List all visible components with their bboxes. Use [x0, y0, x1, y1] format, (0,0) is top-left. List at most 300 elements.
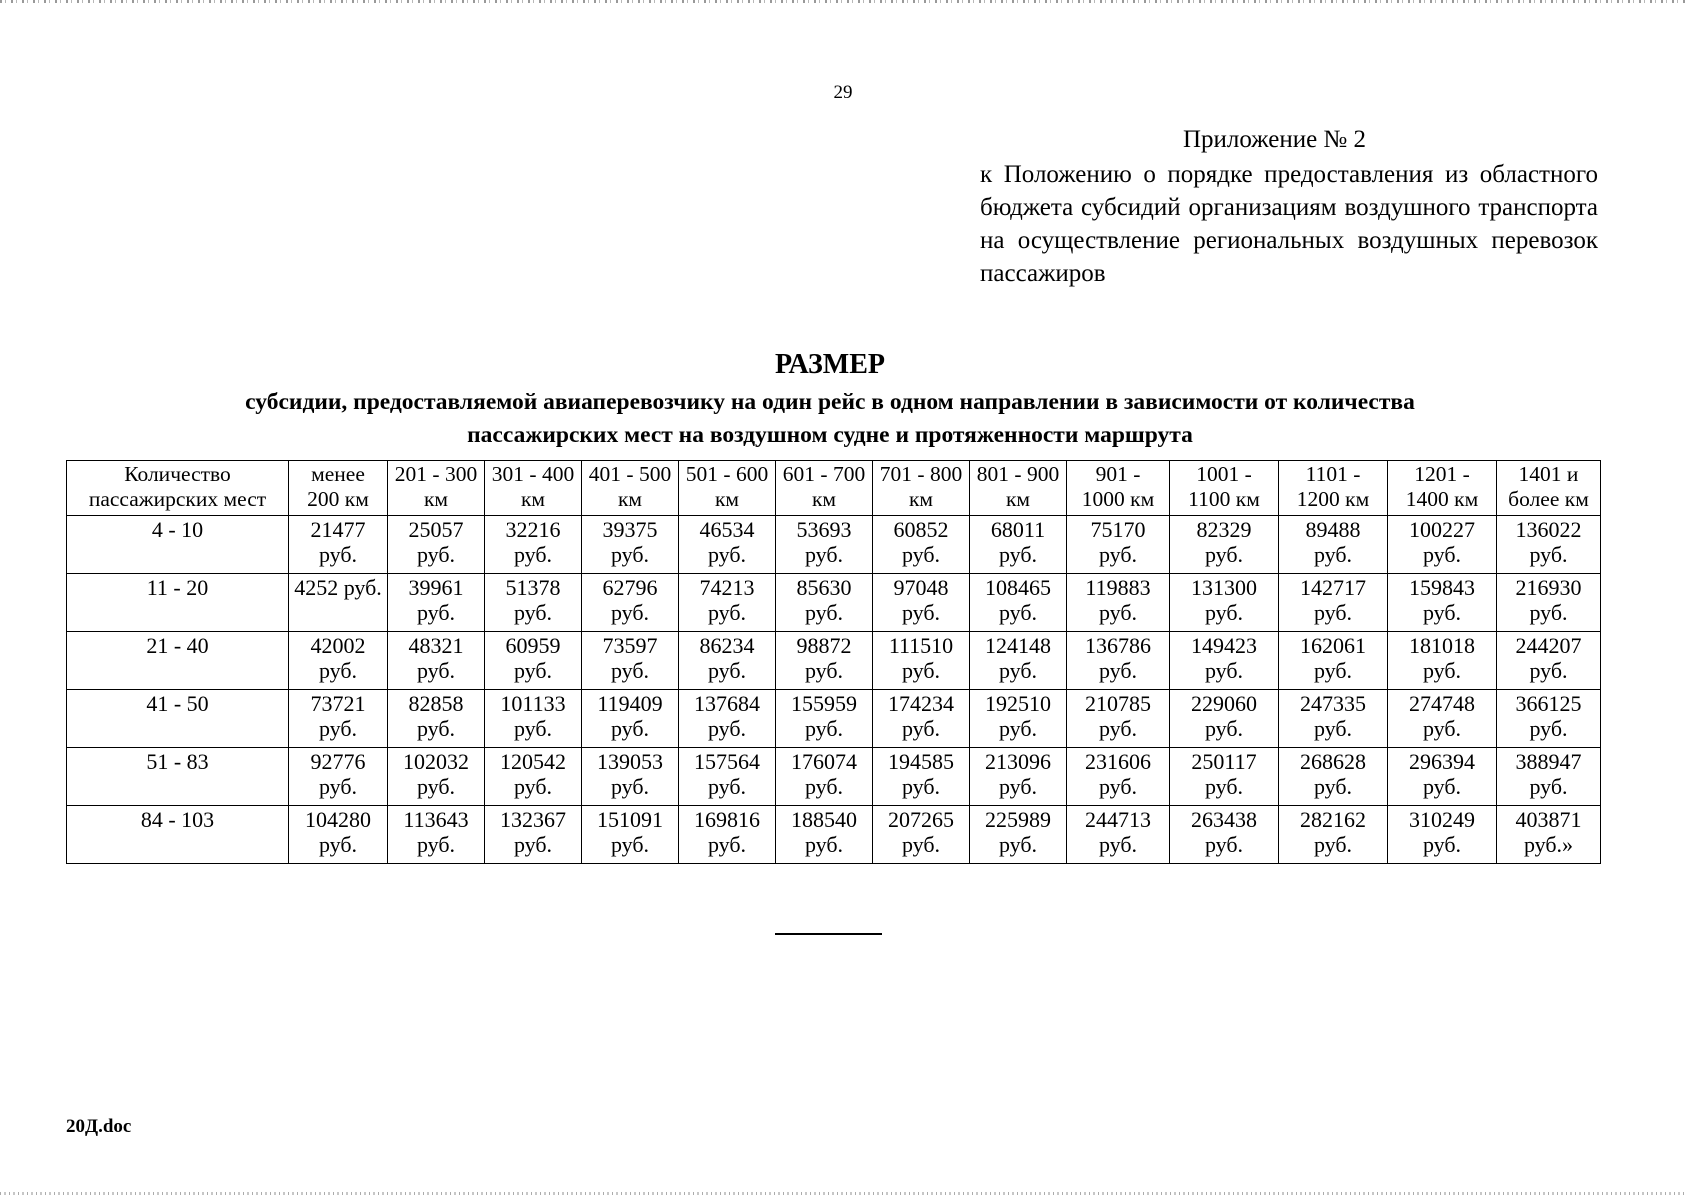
header-text: 801 - 900	[976, 462, 1060, 486]
seats-range-text: 84 - 103	[140, 807, 215, 832]
subsidy-value-cell	[1279, 690, 1388, 748]
column-header-distance	[679, 461, 776, 516]
subsidy-amount: 162061	[1300, 633, 1366, 658]
currency-label: руб.	[901, 774, 941, 799]
currency-label: руб.	[416, 658, 456, 683]
subsidy-value-cell	[970, 806, 1067, 864]
subsidy-value-cell	[485, 574, 582, 632]
subsidy-value-cell	[1388, 690, 1497, 748]
subsidy-value-cell	[970, 574, 1067, 632]
subsidy-amount: 247335	[1300, 691, 1366, 716]
subsidy-value-cell	[582, 574, 679, 632]
subsidy-value-cell	[776, 806, 873, 864]
subsidy-table	[66, 460, 1601, 864]
subsidy-value-cell	[1497, 574, 1601, 632]
header-text: более км	[1508, 487, 1589, 511]
column-header-distance	[388, 461, 485, 516]
currency-label: руб.	[513, 832, 553, 857]
currency-label: руб.	[1529, 600, 1568, 625]
seats-range-cell	[67, 690, 289, 748]
subsidy-amount: 21477	[310, 517, 366, 542]
column-header-distance	[485, 461, 582, 516]
subsidy-amount: 403871	[1515, 807, 1582, 832]
subsidy-value-cell	[1279, 516, 1388, 574]
subsidy-amount: 213096	[985, 749, 1051, 774]
currency-label: руб.	[318, 716, 358, 741]
subsidy-value-cell	[776, 574, 873, 632]
subsidy-value-cell	[776, 632, 873, 690]
currency-label: руб.	[1098, 542, 1138, 567]
table-row	[67, 632, 1601, 690]
table-row	[67, 574, 1601, 632]
subsidy-amount: 104280	[305, 807, 371, 832]
currency-label: руб.	[513, 542, 553, 567]
currency-label: руб.	[610, 600, 650, 625]
currency-label: руб.	[513, 774, 553, 799]
subsidy-amount: 4252 руб.	[294, 575, 382, 600]
subsidy-amount: 120542	[500, 749, 566, 774]
subsidy-value-cell	[1170, 690, 1279, 748]
currency-label: руб.	[610, 658, 650, 683]
subsidy-amount: 250117	[1191, 749, 1257, 774]
column-header-distance	[289, 461, 388, 516]
table-row	[67, 690, 1601, 748]
currency-label: руб.	[416, 832, 456, 857]
subsidy-amount: 142717	[1300, 575, 1366, 600]
currency-label: руб.	[1204, 832, 1244, 857]
header-text: 200 км	[307, 487, 369, 511]
document-title: РАЗМЕР	[774, 349, 886, 380]
subsidy-value-cell	[776, 748, 873, 806]
subsidy-amount: 119409	[597, 691, 663, 716]
header-text: км	[908, 487, 934, 511]
subsidy-amount: 124148	[985, 633, 1051, 658]
subsidy-value-cell	[289, 748, 388, 806]
subsidy-amount: 132367	[500, 807, 566, 832]
subsidy-amount: 268628	[1300, 749, 1366, 774]
subsidy-amount: 97048	[893, 575, 949, 600]
table-row	[67, 516, 1601, 574]
currency-label: руб.	[804, 600, 844, 625]
currency-label: руб.	[1422, 658, 1462, 683]
subsidy-value-cell	[485, 632, 582, 690]
currency-label: руб.	[1098, 716, 1138, 741]
table-row	[67, 806, 1601, 864]
currency-label: руб.	[804, 774, 844, 799]
subsidy-amount: 137684	[694, 691, 760, 716]
subsidy-amount: 89488	[1305, 517, 1361, 542]
subsidy-value-cell	[873, 748, 970, 806]
column-header-distance	[1388, 461, 1497, 516]
currency-label: руб.	[610, 716, 650, 741]
currency-label: руб.	[1098, 658, 1138, 683]
currency-label: руб.	[318, 832, 358, 857]
subsidy-value-cell	[289, 690, 388, 748]
header-text: 1400 км	[1405, 487, 1479, 511]
header-text: 201 - 300	[394, 462, 478, 486]
currency-label: руб.	[416, 774, 456, 799]
scan-edge-top	[0, 0, 1686, 3]
subsidy-value-cell	[679, 690, 776, 748]
currency-label: руб.»	[1523, 832, 1574, 857]
document-subtitle	[110, 386, 1550, 452]
header-text: 401 - 500	[588, 462, 672, 486]
currency-label: руб.	[707, 658, 747, 683]
subsidy-amount: 157564	[694, 749, 760, 774]
appendix-text: к Положению о порядке предоставления из областного бюджета субсидий организациям воздушного транспорта на осуществление региональных воздушных перевозок пассажиров	[980, 161, 1598, 287]
subsidy-value-cell	[1279, 632, 1388, 690]
subsidy-amount: 216930	[1515, 575, 1582, 600]
subsidy-value-cell	[289, 574, 388, 632]
currency-label: руб.	[1422, 716, 1462, 741]
currency-label: руб.	[1204, 542, 1244, 567]
currency-label: руб.	[998, 658, 1038, 683]
subsidy-amount: 62796	[602, 575, 658, 600]
subsidy-amount: 32216	[505, 517, 561, 542]
header-text: 1200 км	[1296, 487, 1370, 511]
subsidy-value-cell	[1170, 632, 1279, 690]
subsidy-value-cell	[679, 806, 776, 864]
seats-range-text: 11 - 20	[146, 575, 209, 600]
subsidy-amount: 263438	[1191, 807, 1257, 832]
subsidy-value-cell	[388, 632, 485, 690]
subsidy-value-cell	[485, 516, 582, 574]
subsidy-amount: 176074	[791, 749, 857, 774]
currency-label: руб.	[901, 542, 941, 567]
column-header-distance	[1067, 461, 1170, 516]
subsidy-amount: 194585	[888, 749, 954, 774]
seats-range-cell	[67, 632, 289, 690]
currency-label: руб.	[1098, 774, 1138, 799]
subsidy-amount: 48321	[408, 633, 464, 658]
subsidy-value-cell	[485, 748, 582, 806]
currency-label: руб.	[1313, 774, 1353, 799]
subsidy-value-cell	[1279, 748, 1388, 806]
subsidy-value-cell	[1497, 516, 1601, 574]
subsidy-amount: 42002	[310, 633, 366, 658]
subsidy-value-cell	[679, 574, 776, 632]
subsidy-value-cell	[873, 574, 970, 632]
column-header-distance	[582, 461, 679, 516]
subsidy-value-cell	[582, 748, 679, 806]
currency-label: руб.	[1422, 542, 1462, 567]
header-text: 601 - 700	[782, 462, 866, 486]
currency-label: руб.	[416, 600, 456, 625]
header-text: 1401 и	[1518, 462, 1579, 486]
subsidy-amount: 73597	[602, 633, 658, 658]
currency-label: руб.	[318, 542, 358, 567]
subsidy-value-cell	[873, 632, 970, 690]
subsidy-value-cell	[776, 516, 873, 574]
subsidy-amount: 274748	[1409, 691, 1475, 716]
subsidy-value-cell	[289, 806, 388, 864]
subsidy-amount: 51378	[505, 575, 561, 600]
subsidy-amount: 111510	[888, 633, 954, 658]
currency-label: руб.	[1529, 542, 1568, 567]
currency-label: руб.	[1204, 774, 1244, 799]
currency-label: руб.	[998, 774, 1038, 799]
subsidy-value-cell	[1067, 516, 1170, 574]
subsidy-value-cell	[582, 632, 679, 690]
subsidy-value-cell	[582, 516, 679, 574]
subsidy-amount: 136786	[1085, 633, 1151, 658]
currency-label: руб.	[1313, 600, 1353, 625]
subsidy-amount: 136022	[1515, 517, 1582, 542]
currency-label: руб.	[998, 600, 1038, 625]
currency-label: руб.	[707, 542, 747, 567]
currency-label: руб.	[901, 658, 941, 683]
header-text: км	[423, 487, 449, 511]
seats-range-cell	[67, 516, 289, 574]
currency-label: руб.	[1422, 600, 1462, 625]
subsidy-value-cell	[970, 516, 1067, 574]
currency-label: руб.	[1313, 832, 1353, 857]
subsidy-amount: 102032	[403, 749, 469, 774]
subsidy-amount: 159843	[1409, 575, 1475, 600]
subsidy-value-cell	[1170, 516, 1279, 574]
subsidy-value-cell	[388, 690, 485, 748]
seats-range-cell	[67, 748, 289, 806]
subsidy-amount: 92776	[310, 749, 366, 774]
subsidy-value-cell	[1170, 574, 1279, 632]
currency-label: руб.	[1529, 658, 1568, 683]
currency-label: руб.	[1529, 716, 1568, 741]
column-header-distance	[776, 461, 873, 516]
currency-label: руб.	[998, 542, 1038, 567]
table-header	[67, 461, 1601, 516]
subsidy-value-cell	[1067, 632, 1170, 690]
header-text: Количество	[124, 462, 231, 486]
subsidy-value-cell	[582, 806, 679, 864]
subsidy-value-cell	[970, 690, 1067, 748]
header-text: 1100 км	[1188, 487, 1260, 511]
subsidy-value-cell	[388, 748, 485, 806]
page-number: 29	[833, 82, 853, 103]
table-row	[67, 748, 1601, 806]
seats-range-text: 21 - 40	[146, 633, 209, 658]
subsidy-value-cell	[679, 632, 776, 690]
header-text: 1001 -	[1196, 462, 1252, 486]
header-text: 1101 -	[1305, 462, 1361, 486]
table-body	[67, 516, 1601, 864]
currency-label: руб.	[610, 542, 650, 567]
subsidy-amount: 100227	[1409, 517, 1475, 542]
subsidy-amount: 181018	[1409, 633, 1475, 658]
subsidy-amount: 169816	[694, 807, 760, 832]
appendix-title: Приложение № 2	[1183, 126, 1367, 153]
document-subtitle-line-2: пассажирских мест на воздушном судне и протяженности маршрута	[467, 422, 1193, 448]
subsidy-value-cell	[1388, 516, 1497, 574]
currency-label: руб.	[318, 658, 358, 683]
currency-label: руб.	[318, 774, 358, 799]
subsidy-value-cell	[1388, 748, 1497, 806]
subsidy-value-cell	[679, 516, 776, 574]
currency-label: руб.	[998, 716, 1038, 741]
currency-label: руб.	[901, 600, 941, 625]
subsidy-amount: 244207	[1515, 633, 1582, 658]
subsidy-amount: 25057	[408, 517, 464, 542]
subsidy-value-cell	[388, 806, 485, 864]
subsidy-value-cell	[679, 748, 776, 806]
currency-label: руб.	[513, 600, 553, 625]
subsidy-value-cell	[1388, 632, 1497, 690]
subsidy-amount: 85630	[796, 575, 852, 600]
subsidy-amount: 366125	[1515, 691, 1582, 716]
subsidy-amount: 113643	[403, 807, 469, 832]
header-text: км	[520, 487, 546, 511]
subsidy-amount: 101133	[500, 691, 566, 716]
subsidy-value-cell	[582, 690, 679, 748]
subsidy-amount: 46534	[699, 517, 755, 542]
seats-range-cell	[67, 806, 289, 864]
seats-range-text: 41 - 50	[146, 691, 209, 716]
subsidy-amount: 149423	[1191, 633, 1257, 658]
subsidy-amount: 75170	[1090, 517, 1146, 542]
header-text: 901 -	[1095, 462, 1141, 486]
subsidy-amount: 244713	[1085, 807, 1151, 832]
currency-label: руб.	[1313, 658, 1353, 683]
subsidy-amount: 207265	[888, 807, 954, 832]
subsidy-amount: 388947	[1515, 749, 1582, 774]
currency-label: руб.	[513, 658, 553, 683]
subsidy-value-cell	[1497, 632, 1601, 690]
subsidy-value-cell	[388, 574, 485, 632]
subsidy-amount: 151091	[597, 807, 663, 832]
subsidy-value-cell	[1170, 748, 1279, 806]
subsidy-amount: 73721	[310, 691, 366, 716]
currency-label: руб.	[804, 542, 844, 567]
header-text: менее	[311, 462, 365, 486]
subsidy-value-cell	[1170, 806, 1279, 864]
currency-label: руб.	[610, 774, 650, 799]
column-header-seats	[67, 461, 289, 516]
header-text: км	[617, 487, 643, 511]
subsidy-amount: 68011	[990, 517, 1046, 542]
header-text: 301 - 400	[491, 462, 575, 486]
currency-label: руб.	[707, 600, 747, 625]
subsidy-value-cell	[873, 516, 970, 574]
header-text: 1201 -	[1414, 462, 1470, 486]
subsidy-value-cell	[1388, 574, 1497, 632]
seats-range-cell	[67, 574, 289, 632]
subsidy-value-cell	[1388, 806, 1497, 864]
subsidy-value-cell	[388, 516, 485, 574]
currency-label: руб.	[1313, 716, 1353, 741]
currency-label: руб.	[416, 542, 456, 567]
header-text: км	[811, 487, 837, 511]
header-text: 701 - 800	[879, 462, 963, 486]
currency-label: руб.	[1204, 600, 1244, 625]
footer-divider	[775, 933, 882, 935]
subsidy-amount: 74213	[699, 575, 755, 600]
subsidy-value-cell	[485, 806, 582, 864]
subsidy-amount: 225989	[985, 807, 1051, 832]
currency-label: руб.	[998, 832, 1038, 857]
subsidy-amount: 53693	[796, 517, 852, 542]
subsidy-value-cell	[1497, 806, 1601, 864]
currency-label: руб.	[1422, 832, 1462, 857]
subsidy-value-cell	[289, 632, 388, 690]
subsidy-value-cell	[776, 690, 873, 748]
currency-label: руб.	[1098, 832, 1138, 857]
file-name: 20Д.doc	[66, 1116, 132, 1137]
seats-range-text: 51 - 83	[146, 749, 209, 774]
currency-label: руб.	[901, 832, 941, 857]
subsidy-amount: 192510	[985, 691, 1051, 716]
subsidy-amount: 119883	[1085, 575, 1151, 600]
subsidy-amount: 174234	[888, 691, 954, 716]
subsidy-amount: 60959	[505, 633, 561, 658]
subsidy-amount: 155959	[791, 691, 857, 716]
currency-label: руб.	[1204, 658, 1244, 683]
scan-edge-bottom	[0, 1192, 1686, 1195]
subsidy-value-cell	[1067, 690, 1170, 748]
column-header-distance	[873, 461, 970, 516]
currency-label: руб.	[804, 716, 844, 741]
currency-label: руб.	[416, 716, 456, 741]
currency-label: руб.	[1098, 600, 1138, 625]
subsidy-amount: 139053	[597, 749, 663, 774]
currency-label: руб.	[1204, 716, 1244, 741]
column-header-distance	[970, 461, 1067, 516]
subsidy-amount: 282162	[1300, 807, 1366, 832]
subsidy-amount: 229060	[1191, 691, 1257, 716]
subsidy-value-cell	[1497, 690, 1601, 748]
subsidy-value-cell	[1279, 574, 1388, 632]
header-text: 501 - 600	[685, 462, 769, 486]
currency-label: руб.	[901, 716, 941, 741]
subsidy-amount: 39961	[408, 575, 464, 600]
header-text: км	[714, 487, 740, 511]
currency-label: руб.	[513, 716, 553, 741]
currency-label: руб.	[1422, 774, 1462, 799]
header-text: км	[1005, 487, 1031, 511]
column-header-distance	[1170, 461, 1279, 516]
subsidy-amount: 98872	[796, 633, 852, 658]
subsidy-value-cell	[1497, 748, 1601, 806]
subsidy-amount: 86234	[699, 633, 755, 658]
currency-label: руб.	[804, 658, 844, 683]
subsidy-value-cell	[1067, 806, 1170, 864]
currency-label: руб.	[707, 716, 747, 741]
subsidy-amount: 82329	[1196, 517, 1252, 542]
subsidy-value-cell	[289, 516, 388, 574]
subsidy-amount: 296394	[1409, 749, 1475, 774]
subsidy-amount: 188540	[791, 807, 857, 832]
document-subtitle-line-1: субсидии, предоставляемой авиаперевозчику на один рейс в одном направлении в зависимости от количества	[245, 389, 1415, 415]
subsidy-amount: 131300	[1191, 575, 1257, 600]
currency-label: руб.	[1313, 542, 1353, 567]
currency-label: руб.	[804, 832, 844, 857]
subsidy-value-cell	[970, 748, 1067, 806]
subsidy-amount: 60852	[893, 517, 949, 542]
column-header-distance	[1497, 461, 1601, 516]
subsidy-value-cell	[970, 632, 1067, 690]
header-text: пассажирских мест	[88, 487, 267, 511]
subsidy-amount: 210785	[1085, 691, 1151, 716]
header-text: 1000 км	[1081, 487, 1155, 511]
currency-label: руб.	[707, 774, 747, 799]
subsidy-amount: 82858	[408, 691, 464, 716]
subsidy-value-cell	[1279, 806, 1388, 864]
subsidy-value-cell	[1067, 574, 1170, 632]
currency-label: руб.	[610, 832, 650, 857]
subsidy-value-cell	[1067, 748, 1170, 806]
table-header-row	[67, 461, 1601, 516]
subsidy-amount: 108465	[985, 575, 1051, 600]
subsidy-amount: 310249	[1409, 807, 1475, 832]
subsidy-value-cell	[873, 806, 970, 864]
